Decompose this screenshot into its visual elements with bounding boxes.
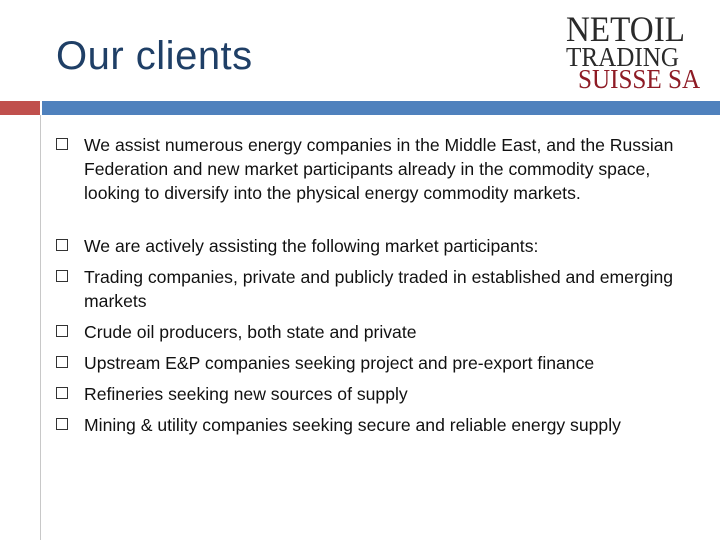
bullet-text: Crude oil producers, both state and private xyxy=(84,322,417,342)
bullet-item xyxy=(56,382,676,406)
bullet-text: Mining & utility companies seeking secure and reliable energy supply xyxy=(84,415,621,435)
slide-title: Our clients xyxy=(56,34,253,78)
bullet-item xyxy=(56,413,676,437)
square-bullet-icon xyxy=(56,138,68,150)
bullet-text: Upstream E&P companies seeking project and pre-export finance xyxy=(84,353,595,373)
bullet-item xyxy=(56,351,676,375)
bullet-text: We are actively assisting the following market participants: xyxy=(84,236,539,256)
header-accent-red xyxy=(0,101,40,115)
square-bullet-icon xyxy=(56,418,68,430)
header-accent-blue xyxy=(42,101,720,115)
square-bullet-icon xyxy=(56,387,68,399)
square-bullet-icon xyxy=(56,325,68,337)
company-logo xyxy=(562,8,712,92)
logo-line-1: NETOIL xyxy=(566,9,685,49)
bullet-item xyxy=(56,133,676,205)
bullet-item xyxy=(56,320,676,344)
logo-line-3: SUISSE SA xyxy=(578,64,701,94)
bullet-item xyxy=(56,265,676,313)
bullet-text: Refineries seeking new sources of supply xyxy=(84,384,408,404)
bullet-item xyxy=(56,234,676,258)
square-bullet-icon xyxy=(56,270,68,282)
bullet-text: We assist numerous energy companies in the Middle East, and the Russian Federation and new market participants already in the commodity space, looking to diversify into the physical energy commodity markets. xyxy=(84,135,674,203)
bullet-text: Trading companies, private and publicly traded in established and emerging markets xyxy=(84,267,674,311)
left-divider xyxy=(40,115,41,540)
logo-line-2: TRADING xyxy=(566,42,679,72)
square-bullet-icon xyxy=(56,239,68,251)
square-bullet-icon xyxy=(56,356,68,368)
